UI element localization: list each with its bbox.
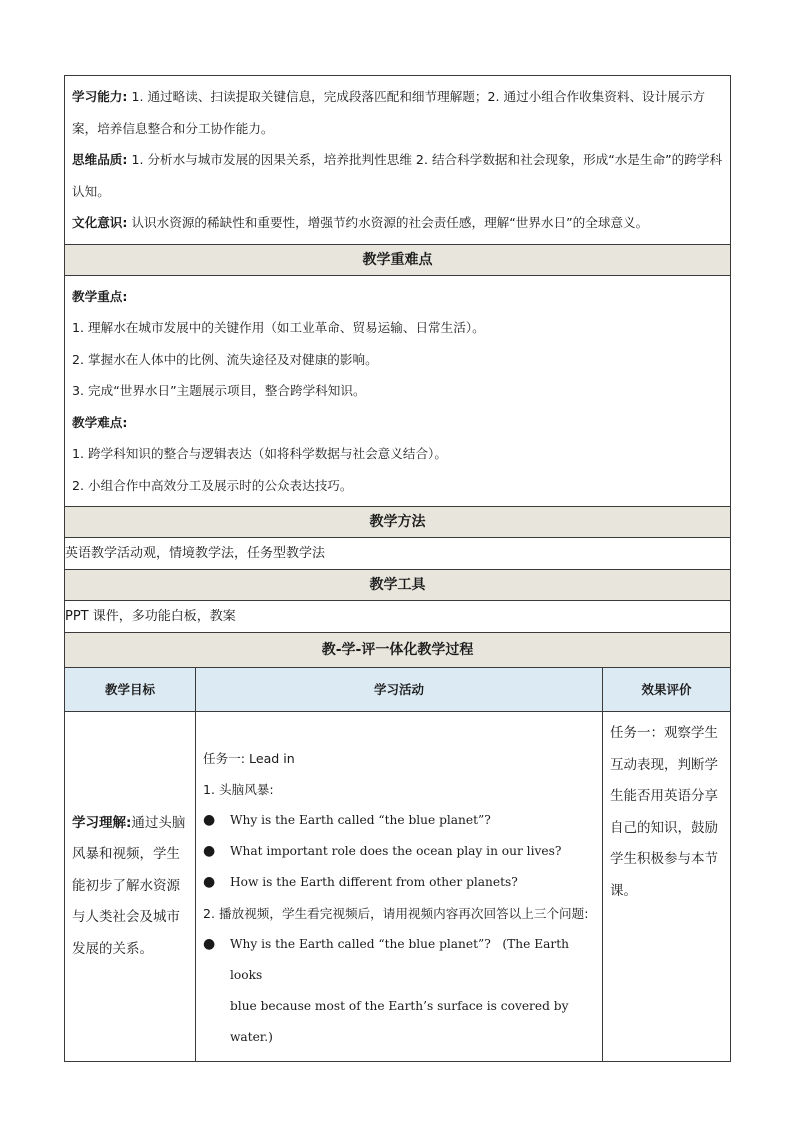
column-header-goal: 教学目标: [65, 668, 196, 712]
bullet-icon: ●: [203, 843, 216, 859]
process-column-headers: [65, 668, 731, 712]
question-text: Why is the Earth called “the blue planet”?: [230, 813, 491, 827]
goal-cell: [65, 712, 196, 1062]
cultural-awareness-label: 文化意识:: [72, 215, 128, 230]
activity-step-2: 2. 播放视频，学生看完视频后，请用视频内容再次回答以上三个问题:: [203, 906, 589, 921]
answer-item: [203, 929, 596, 991]
answer-text-continued: blue because most of the Earth’s surface is covered by water.): [230, 999, 569, 1044]
bullet-icon: ●: [203, 874, 216, 890]
tools-text: PPT 课件，多功能白板，教案: [65, 601, 731, 633]
evaluation-text: 任务一：观察学生互动表现，判断学生能否用英语分享自己的知识，鼓励学生积极参与本节课。: [610, 725, 718, 899]
key-point-item: 3. 完成“世界水日”主题展示项目，整合跨学科知识。: [72, 383, 366, 398]
learning-ability-paragraph: [72, 81, 724, 144]
key-point-item: 1. 理解水在城市发展中的关键作用（如工业革命、贸易运输、日常生活）。: [72, 320, 485, 335]
key-difficult-block: [65, 276, 730, 507]
learning-ability-label: 学习能力:: [72, 89, 128, 104]
process-heading: 教-学-评一体化教学过程: [65, 633, 731, 668]
methods-heading: 教学方法: [65, 507, 731, 538]
key-point-item: 2. 掌握水在人体中的比例、流失途径及对健康的影响。: [72, 351, 378, 367]
thinking-quality-text: 1. 分析水与城市发展的因果关系，培养批判性思维 2. 结合科学数据和社会现象，形成“水是生命”的跨学科认知。: [72, 152, 723, 199]
question-item: [203, 867, 596, 898]
bullet-icon: ●: [203, 812, 216, 828]
learning-ability-text: 1. 通过略读、扫读提取关键信息，完成段落匹配和细节理解题；2. 通过小组合作收集资料、设计展示方案，培养信息整合和分工协作能力。: [72, 89, 706, 136]
column-header-activity: 学习活动: [196, 668, 603, 712]
cultural-awareness-text: 认识水资源的稀缺性和重要性，增强节约水资源的社会责任感，理解“世界水日”的全球意义。: [131, 215, 649, 230]
methods-text: 英语教学活动观，情境教学法，任务型教学法: [65, 538, 731, 570]
cultural-awareness-paragraph: [72, 207, 724, 239]
difficult-point-item: 1. 跨学科知识的整合与逻辑表达（如将科学数据与社会意义结合）。: [72, 446, 447, 461]
thinking-quality-paragraph: [72, 144, 724, 207]
lesson-plan-table: [64, 75, 731, 1062]
column-header-evaluation: 效果评价: [603, 668, 731, 712]
difficult-points-label: 教学难点:: [72, 414, 128, 430]
activity-cell: [196, 712, 603, 1062]
answer-question: Why is the Earth called “the blue planet”?: [230, 937, 491, 951]
question-item: [203, 805, 596, 836]
question-item: [203, 836, 596, 867]
task-title: 任务一: Lead in: [203, 751, 295, 766]
lesson-plan-page: [64, 75, 730, 1062]
difficult-point-item: 2. 小组合作中高效分工及展示时的公众表达技巧。: [72, 477, 353, 493]
evaluation-cell: [603, 712, 731, 1062]
thinking-quality-label: 思维品质:: [72, 152, 128, 167]
question-text: How is the Earth different from other planets?: [230, 875, 518, 889]
objectives-row: [65, 76, 731, 245]
tools-heading: 教学工具: [65, 570, 731, 601]
key-points-label: 教学重点:: [72, 288, 128, 304]
goal-label: 学习理解:: [72, 814, 132, 831]
key-difficult-heading: 教学重难点: [65, 244, 731, 275]
objectives-block: [65, 76, 730, 244]
bullet-icon: ●: [203, 936, 216, 952]
activity-step-1: 1. 头脑风暴:: [203, 782, 274, 797]
question-text: What important role does the ocean play in our lives?: [230, 844, 562, 858]
answer-text-start: (The Earth looks: [230, 937, 569, 982]
goal-text: 通过头脑风暴和视频，学生能初步了解水资源与人类社会及城市发展的关系。: [72, 814, 186, 957]
process-row: [65, 712, 731, 1062]
